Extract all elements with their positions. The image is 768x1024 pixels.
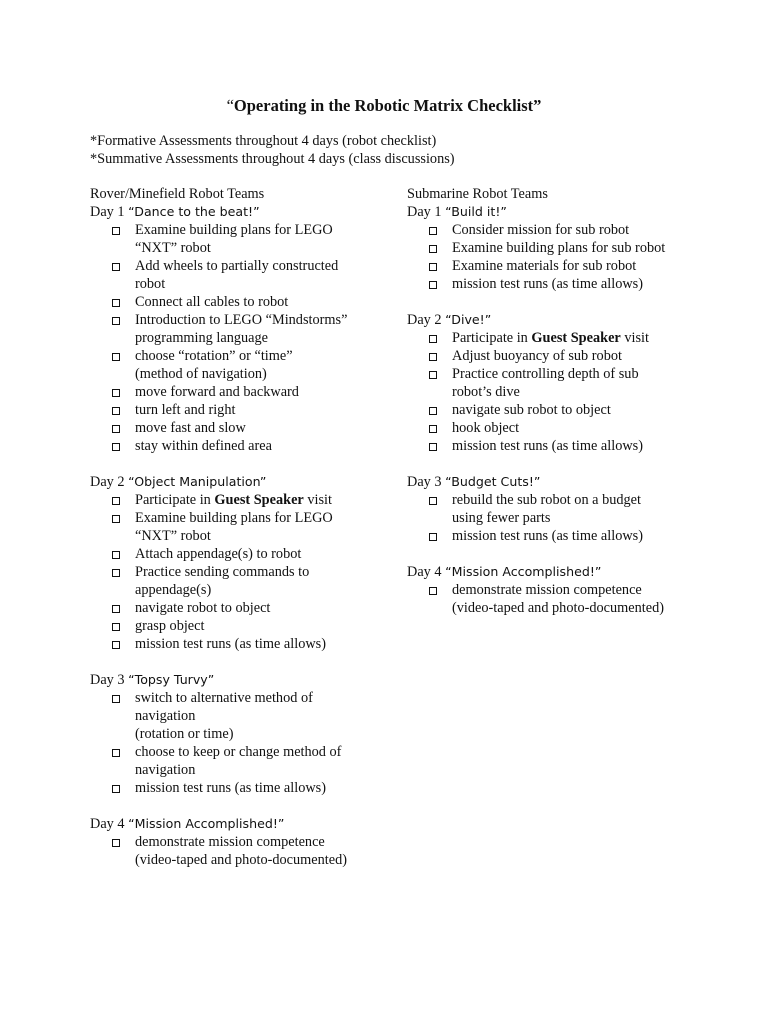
checklist-item-text: Introduction to LEGO “Mindstorms” programming language [135,312,348,346]
checklist-item [407,419,707,437]
day-name: “Dance to the beat!” [128,204,260,219]
checklist-item-text: navigate sub robot to object [452,402,611,418]
checkbox-icon[interactable] [429,371,437,379]
day-name: “Budget Cuts!” [445,474,541,489]
checkbox-icon[interactable] [112,641,120,649]
checkbox-icon[interactable] [429,407,437,415]
rover-days [90,203,390,869]
checklist-item-text: demonstrate mission competence (video-taped and photo-documented) [135,834,347,868]
checklist-item [407,527,707,545]
checklist-item-text: grasp object [135,618,205,634]
checklist [90,221,390,455]
day-section [407,203,707,293]
checklist-item-text: Examine building plans for LEGO “NXT” robot [135,510,333,544]
checklist-item [90,509,390,545]
checklist-item-text: mission test runs (as time allows) [452,276,644,292]
page-title [0,96,768,116]
checkbox-icon[interactable] [429,425,437,433]
checkbox-icon[interactable] [112,551,120,559]
checklist-item-text: rebuild the sub robot on a budget using fewer parts [452,492,642,526]
checklist-item-text: hook object [452,420,520,436]
submarine-teams-heading: Submarine Robot Teams [407,186,548,202]
checkbox-icon[interactable] [429,497,437,505]
checkbox-icon[interactable] [429,281,437,289]
day-title [90,671,390,689]
checkbox-icon[interactable] [112,695,120,703]
checkbox-icon[interactable] [112,443,120,451]
checklist-item [90,257,390,293]
checklist-item [407,275,707,293]
day-section [90,815,390,869]
checklist-item-text: visit [303,492,332,508]
checklist-item-text: navigate robot to object [135,600,271,616]
day-name: “Mission Accomplished!” [445,564,602,579]
day-label: Day 4 [90,816,125,832]
checklist-item [407,347,707,365]
checklist [407,581,707,617]
checkbox-icon[interactable] [112,785,120,793]
checklist-item-text: Practice sending commands to appendage(s) [135,564,310,598]
checklist [90,491,390,653]
checklist-item-text: Examine materials for sub robot [452,258,637,274]
checklist [407,221,707,293]
checkbox-icon[interactable] [429,263,437,271]
day-title [407,563,707,581]
checkbox-icon[interactable] [112,263,120,271]
day-label: Day 2 [90,474,125,490]
checkbox-icon[interactable] [112,605,120,613]
checkbox-icon[interactable] [429,353,437,361]
checkbox-icon[interactable] [112,623,120,631]
checklist-item [90,689,390,743]
day-title [90,473,390,491]
day-name: “Mission Accomplished!” [128,816,285,831]
checkbox-icon[interactable] [429,227,437,235]
checklist-item [90,833,390,869]
checkbox-icon[interactable] [429,443,437,451]
checklist-item-text: move forward and backward [135,384,299,400]
summative-note: *Summative Assessments throughout 4 days (class discussions) [90,151,455,167]
day-section [90,473,390,653]
checklist-item [407,239,707,257]
day-label: Day 1 [90,204,125,220]
checkbox-icon[interactable] [112,299,120,307]
checklist-item-text: stay within defined area [135,438,272,454]
checklist [90,689,390,797]
checklist-item [407,257,707,275]
rover-teams-column [90,185,390,887]
checklist-item [90,311,390,347]
checklist-item-text: move fast and slow [135,420,246,436]
checklist-item [90,779,390,797]
checklist-item [90,383,390,401]
day-label: Day 1 [407,204,442,220]
guest-speaker-emphasis: Guest Speaker [214,492,304,508]
checklist-item-text: switch to alternative method of navigation (rotation or time) [135,690,313,742]
checklist-item-text: Examine building plans for LEGO “NXT” robot [135,222,333,256]
checkbox-icon[interactable] [429,245,437,253]
day-name: “Object Manipulation” [128,474,267,489]
checklist-item-text: Participate in [452,330,532,346]
checklist-item [407,221,707,239]
day-name: “Build it!” [445,204,507,219]
day-title [407,473,707,491]
checklist-item [90,491,390,509]
checklist-item [407,491,707,527]
checklist-item [90,401,390,419]
day-section [407,563,707,617]
checklist-item-text: Add wheels to partially constructed robot [135,258,339,292]
guest-speaker-emphasis: Guest Speaker [531,330,621,346]
checklist-item [90,545,390,563]
submarine-teams-column [407,185,707,635]
checklist-item-text: Attach appendage(s) to robot [135,546,302,562]
rover-teams-heading: Rover/Minefield Robot Teams [90,186,265,202]
checklist-item [90,293,390,311]
checklist-item [407,365,707,401]
formative-note: *Formative Assessments throughout 4 days (robot checklist) [90,133,437,149]
checkbox-icon[interactable] [429,587,437,595]
checkbox-icon[interactable] [112,317,120,325]
checklist-item-text: Connect all cables to robot [135,294,289,310]
day-name: “Topsy Turvy” [128,672,215,687]
checklist-item [90,617,390,635]
checkbox-icon[interactable] [112,569,120,577]
checkbox-icon[interactable] [112,497,120,505]
day-label: Day 4 [407,564,442,580]
checklist-item [407,329,707,347]
checklist-item-text: choose “rotation” or “time” (method of navigation) [135,348,293,382]
checkbox-icon[interactable] [112,515,120,523]
checkbox-icon[interactable] [112,353,120,361]
day-section [90,203,390,455]
checklist-item-text: Adjust buoyancy of sub robot [452,348,622,364]
day-label: Day 3 [407,474,442,490]
checklist-item-text: mission test runs (as time allows) [452,528,644,544]
day-section [90,671,390,797]
checklist-item [90,635,390,653]
checkbox-icon[interactable] [112,749,120,757]
checklist-item [90,599,390,617]
checklist-item [90,419,390,437]
checklist [407,329,707,455]
checklist-item [90,347,390,383]
day-title [90,203,390,221]
checkbox-icon[interactable] [112,227,120,235]
checkbox-icon[interactable] [112,407,120,415]
checklist-item-text: mission test runs (as time allows) [135,636,327,652]
checkbox-icon[interactable] [112,389,120,397]
day-section [407,311,707,455]
checklist-item-text: Practice controlling depth of sub robot’s dive [452,366,639,400]
checklist-item-text: choose to keep or change method of navigation [135,744,342,778]
checklist-item-text: Examine building plans for sub robot [452,240,666,256]
day-label: Day 2 [407,312,442,328]
day-section [407,473,707,545]
checklist-item-text: demonstrate mission competence (video-taped and photo-documented) [452,582,664,616]
title-text: Operating in the Robotic Matrix Checklist” [233,96,542,115]
checkbox-icon[interactable] [429,335,437,343]
day-title [90,815,390,833]
checklist-item-text: Consider mission for sub robot [452,222,630,238]
day-title [407,203,707,221]
checklist [407,491,707,545]
title-open-quote: “ [226,96,234,115]
day-title [407,311,707,329]
checklist-item [90,437,390,455]
checklist-item-text: turn left and right [135,402,236,418]
checklist [90,833,390,869]
checklist-item-text: visit [620,330,649,346]
checklist-item [90,221,390,257]
checkbox-icon[interactable] [112,425,120,433]
checklist-item [407,401,707,419]
checkbox-icon[interactable] [112,839,120,847]
checklist-item-text: Participate in [135,492,215,508]
checklist-item-text: mission test runs (as time allows) [452,438,644,454]
checklist-item [90,563,390,599]
checklist-item [407,437,707,455]
submarine-days [407,203,707,617]
checklist-item [407,581,707,617]
checkbox-icon[interactable] [429,533,437,541]
day-name: “Dive!” [445,312,492,327]
checklist-item-text: mission test runs (as time allows) [135,780,327,796]
checklist-item [90,743,390,779]
assessment-notes [90,132,455,168]
day-label: Day 3 [90,672,125,688]
